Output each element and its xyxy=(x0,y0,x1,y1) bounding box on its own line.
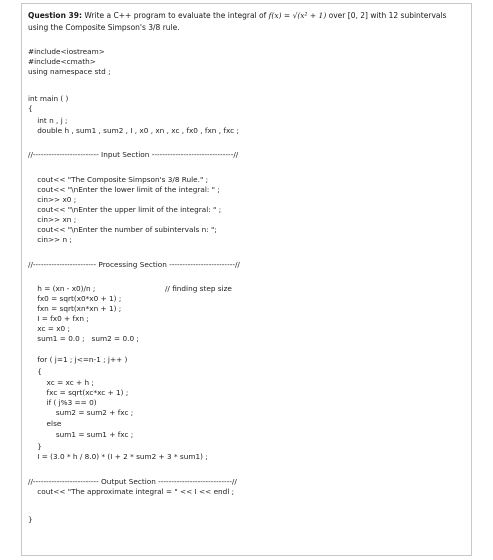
code-line: double h , sum1 , sum2 , I , x0 , xn , xc , fx0 , fxn , fxc ; xyxy=(28,126,239,135)
question-text xyxy=(28,10,468,34)
code-line: cout<< "\nEnter the lower limit of the integral: " ; xyxy=(28,185,220,194)
code-block xyxy=(28,47,468,524)
code-line: #include<iostream> xyxy=(28,47,105,56)
code-line: sum1 = sum1 + fxc ; xyxy=(28,430,134,439)
code-line: cout<< "\nEnter the number of subintervals n: "; xyxy=(28,225,217,234)
interval: [0, 2] xyxy=(347,11,368,20)
code-line: fx0 = sqrt(x0*x0 + 1) ; xyxy=(28,294,122,303)
question-label: Question 39: xyxy=(28,11,82,20)
code-line: cin>> xn ; xyxy=(28,215,77,224)
section-comment-processing: //------------------------ Processing Section -------------------------// xyxy=(28,260,240,269)
code-line: fxn = sqrt(xn*xn + 1) ; xyxy=(28,304,122,313)
section-comment-input: //------------------------- Input Section -------------------------------// xyxy=(28,150,239,159)
code-line: I = (3.0 * h / 8.0) * (I + 2 * sum2 + 3 * sum1) ; xyxy=(28,452,208,461)
code-line: xc = xc + h ; xyxy=(28,378,94,387)
question-text-after: with 12 subintervals using the Composite Simpson's 3/8 rule. xyxy=(28,11,447,32)
code-line: xc = x0 ; xyxy=(28,324,70,333)
code-line: I = fx0 + fxn ; xyxy=(28,314,89,323)
code-line: int n , j ; xyxy=(28,116,68,125)
code-line: cout<< "The Composite Simpson's 3/8 Rule." ; xyxy=(28,175,209,184)
code-line: { xyxy=(28,367,42,376)
question-card xyxy=(21,3,472,556)
code-line: using namespace std ; xyxy=(28,67,111,76)
code-line: if ( j%3 == 0) xyxy=(28,398,97,407)
question-text-middle: over xyxy=(326,11,348,20)
code-line: cout<< "The approximate integral = " << I << endl ; xyxy=(28,487,235,496)
code-line: cin>> x0 ; xyxy=(28,195,77,204)
code-line: cout<< "\nEnter the upper limit of the integral: " ; xyxy=(28,205,222,214)
code-line: sum2 = sum2 + fxc ; xyxy=(28,408,134,417)
code-line: for ( j=1 ; j<=n-1 ; j++ ) xyxy=(28,355,128,364)
code-line: h = (xn - x0)/n ; // finding step size xyxy=(28,284,232,293)
code-line: sum1 = 0.0 ; sum2 = 0.0 ; xyxy=(28,334,139,343)
code-line: #include<cmath> xyxy=(28,57,96,66)
code-line: fxc = sqrt(xc*xc + 1) ; xyxy=(28,388,129,397)
integrand-formula: f(x) = √(x² + 1) xyxy=(268,11,327,20)
code-line: } xyxy=(28,442,42,451)
code-line: } xyxy=(28,515,33,524)
code-line: int main ( ) xyxy=(28,94,69,103)
code-line: { xyxy=(28,104,33,113)
code-line: cin>> n ; xyxy=(28,235,72,244)
section-comment-output: //------------------------- Output Section ----------------------------// xyxy=(28,477,237,486)
question-text-before: Write a C++ program to evaluate the integral of xyxy=(81,11,269,20)
code-line: else xyxy=(28,419,62,428)
